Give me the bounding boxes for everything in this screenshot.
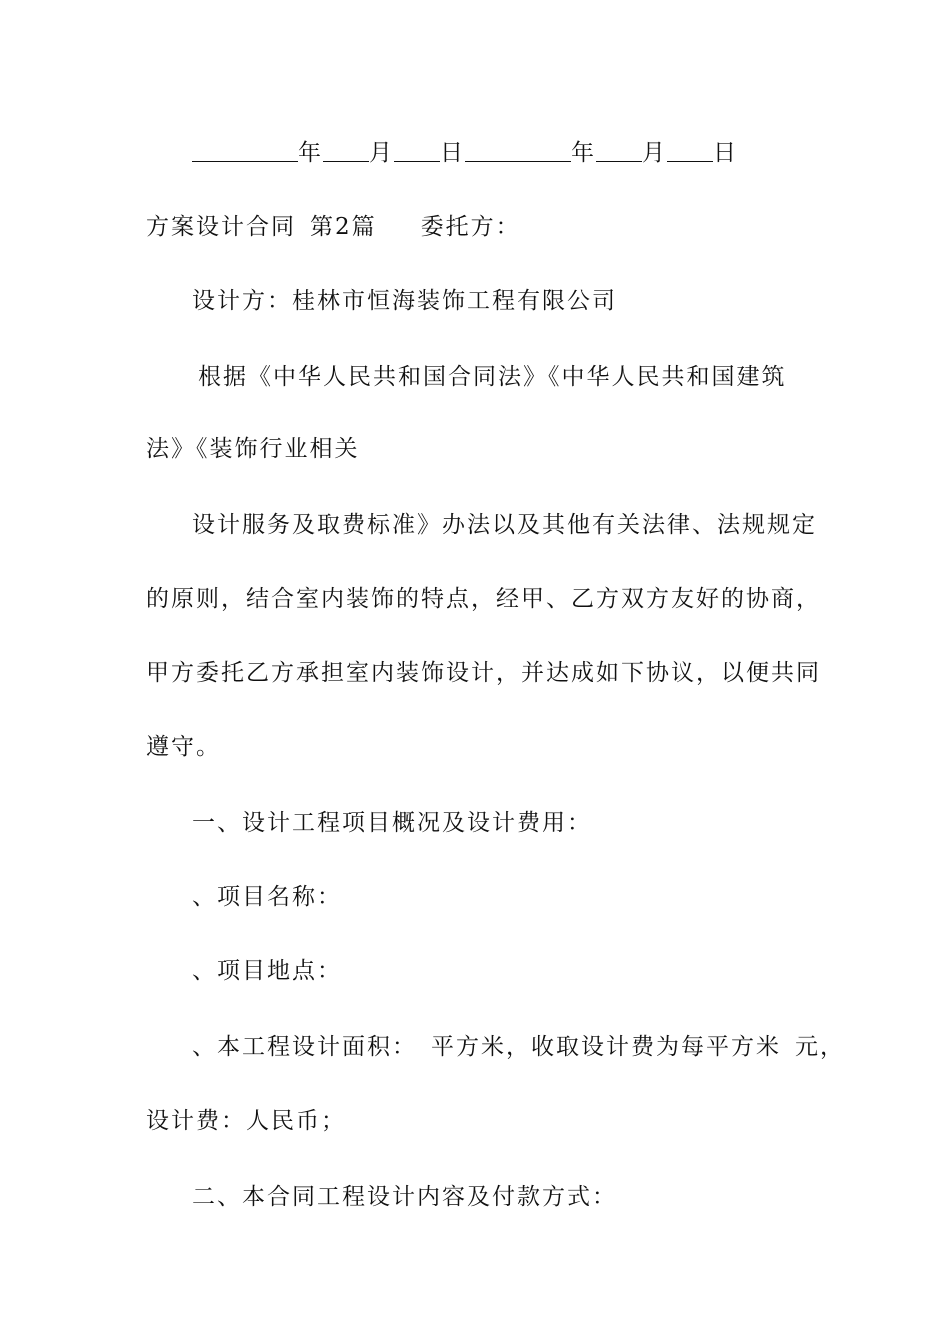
item-area-rate: 平方米，收取设计费为每平方米 bbox=[431, 1034, 781, 1060]
year-label: 年 bbox=[298, 140, 323, 166]
paragraph-2-line-4: 遵守。 bbox=[146, 734, 221, 760]
item-area-unit: 元， bbox=[795, 1034, 845, 1060]
date-line bbox=[0, 138, 950, 168]
item-project-name: 、项目名称： bbox=[192, 884, 342, 910]
item-design-fee: 设计费：人民币； bbox=[146, 1108, 346, 1134]
year-blank bbox=[192, 139, 298, 162]
heading-client: 委托方： bbox=[420, 214, 521, 240]
paragraph-1-line-1: 根据《中华人民共和国合同法》《中华人民共和国建筑 bbox=[198, 364, 787, 390]
item-design-area bbox=[0, 1032, 950, 1062]
day-label: 日 bbox=[440, 140, 465, 166]
month-label-2: 月 bbox=[642, 140, 667, 166]
heading-line bbox=[0, 212, 950, 242]
day-label-2: 日 bbox=[713, 140, 738, 166]
month-blank bbox=[323, 139, 369, 162]
month-label: 月 bbox=[369, 140, 394, 166]
item-project-location: 、项目地点： bbox=[192, 958, 342, 984]
heading-part: 第2篇 bbox=[310, 214, 377, 240]
designer-line: 设计方：桂林市恒海装饰工程有限公司 bbox=[192, 288, 617, 314]
item-area-label: 、本工程设计面积： bbox=[192, 1034, 417, 1060]
year-label-2: 年 bbox=[571, 140, 596, 166]
heading-title: 方案设计合同 bbox=[146, 214, 296, 240]
day-blank-2 bbox=[667, 139, 713, 162]
paragraph-2-line-1: 设计服务及取费标准》办法以及其他有关法律、法规规定 bbox=[192, 512, 817, 538]
section-2-heading: 二、本合同工程设计内容及付款方式： bbox=[192, 1184, 617, 1210]
paragraph-2-line-3: 甲方委托乙方承担室内装饰设计，并达成如下协议，以便共同 bbox=[146, 660, 821, 686]
month-blank-2 bbox=[596, 139, 642, 162]
paragraph-2-line-2: 的原则，结合室内装饰的特点，经甲、乙方双方友好的协商， bbox=[146, 586, 821, 612]
section-1-heading: 一、设计工程项目概况及设计费用： bbox=[192, 810, 592, 836]
day-blank bbox=[394, 139, 440, 162]
paragraph-1-line-2: 法》《装饰行业相关 bbox=[146, 436, 360, 462]
year-blank-2 bbox=[465, 139, 571, 162]
